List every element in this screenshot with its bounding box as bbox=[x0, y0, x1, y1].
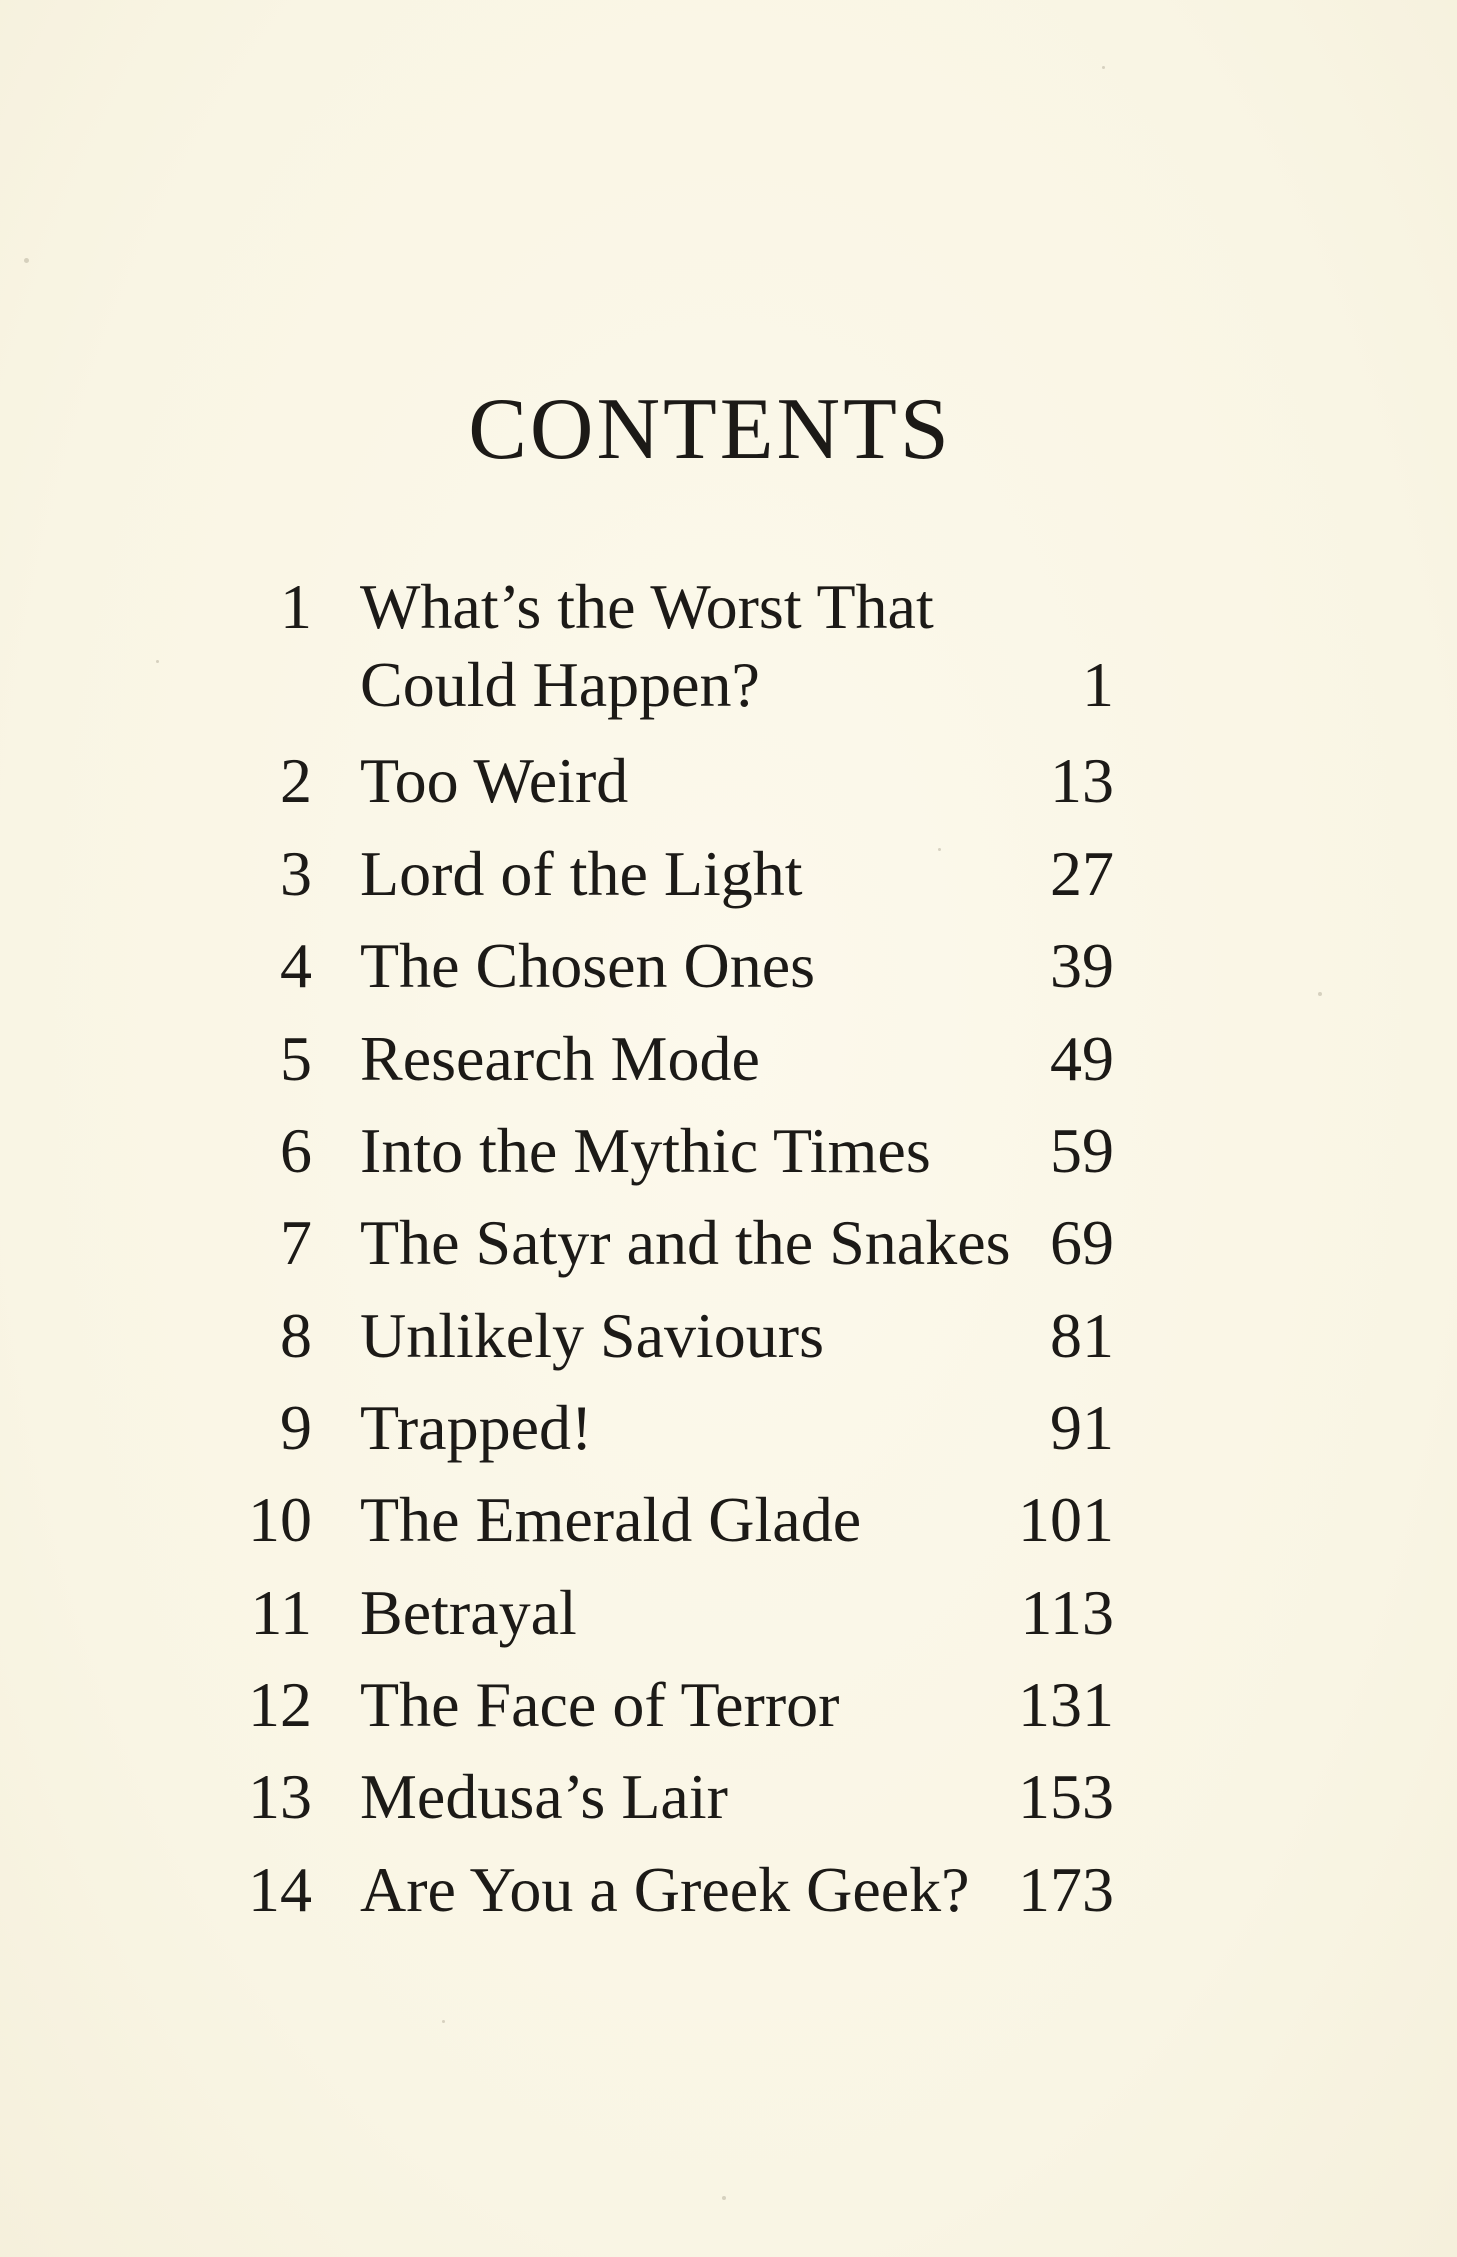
chapter-title: Lord of the Light bbox=[360, 838, 803, 909]
toc-entry bbox=[0, 1567, 1457, 1659]
toc-entry bbox=[0, 1197, 1457, 1289]
toc-entry bbox=[0, 828, 1457, 920]
page-number: 39 bbox=[1050, 930, 1114, 1001]
page-number: 173 bbox=[1018, 1854, 1114, 1925]
toc-entry bbox=[0, 735, 1457, 827]
paper-speck bbox=[156, 660, 159, 663]
paper-speck bbox=[1318, 992, 1322, 996]
chapter-title: Into the Mythic Times bbox=[360, 1115, 931, 1186]
chapter-title: Are You a Greek Geek? bbox=[360, 1854, 970, 1925]
paper-speck bbox=[722, 2196, 726, 2200]
chapter-number: 14 bbox=[248, 1854, 312, 1925]
chapter-title: Trapped! bbox=[360, 1392, 593, 1463]
chapter-number: 7 bbox=[280, 1207, 312, 1278]
chapter-title: Betrayal bbox=[360, 1577, 577, 1648]
page-number: 1 bbox=[1082, 649, 1114, 720]
toc-entry bbox=[0, 1290, 1457, 1382]
chapter-title: Medusa’s Lair bbox=[360, 1761, 728, 1832]
chapter-number: 3 bbox=[280, 838, 312, 909]
page-number: 59 bbox=[1050, 1115, 1114, 1186]
toc-entry bbox=[0, 1751, 1457, 1843]
chapter-number: 11 bbox=[250, 1577, 312, 1648]
page-number: 101 bbox=[1018, 1484, 1114, 1555]
chapter-title-line-1: What’s the Worst That bbox=[360, 571, 934, 642]
toc-entry bbox=[0, 1105, 1457, 1197]
chapter-title: Research Mode bbox=[360, 1023, 760, 1094]
chapter-title: Unlikely Saviours bbox=[360, 1300, 824, 1371]
toc-entry bbox=[0, 568, 1457, 752]
page-number: 49 bbox=[1050, 1023, 1114, 1094]
page-number: 81 bbox=[1050, 1300, 1114, 1371]
toc-entry bbox=[0, 1474, 1457, 1566]
chapter-title-line-2: Could Happen? bbox=[360, 649, 760, 720]
page-number: 131 bbox=[1018, 1669, 1114, 1740]
chapter-number: 13 bbox=[248, 1761, 312, 1832]
toc-entry bbox=[0, 920, 1457, 1012]
paper-speck bbox=[1102, 66, 1105, 69]
toc-entry bbox=[0, 1013, 1457, 1105]
paper-speck bbox=[24, 258, 29, 263]
chapter-number: 4 bbox=[280, 930, 312, 1001]
chapter-number: 1 bbox=[280, 571, 312, 642]
chapter-title: The Chosen Ones bbox=[360, 930, 816, 1001]
chapter-number: 5 bbox=[280, 1023, 312, 1094]
chapter-title: The Satyr and the Snakes bbox=[360, 1207, 1011, 1278]
chapter-title: Too Weird bbox=[360, 745, 629, 816]
chapter-number: 10 bbox=[248, 1484, 312, 1555]
page-title: CONTENTS bbox=[468, 381, 952, 478]
chapter-number: 9 bbox=[280, 1392, 312, 1463]
paper-speck bbox=[938, 848, 941, 851]
page-number: 113 bbox=[1020, 1577, 1114, 1648]
chapter-title bbox=[360, 568, 934, 724]
chapter-title: The Emerald Glade bbox=[360, 1484, 862, 1555]
chapter-number: 6 bbox=[280, 1115, 312, 1186]
page-number: 13 bbox=[1050, 745, 1114, 816]
chapter-number: 2 bbox=[280, 745, 312, 816]
page-number: 91 bbox=[1050, 1392, 1114, 1463]
chapter-title: The Face of Terror bbox=[360, 1669, 840, 1740]
page-number: 153 bbox=[1018, 1761, 1114, 1832]
toc-entry bbox=[0, 1844, 1457, 1936]
toc-entry bbox=[0, 1659, 1457, 1751]
page-number: 69 bbox=[1050, 1207, 1114, 1278]
page-number: 27 bbox=[1050, 838, 1114, 909]
paper-speck bbox=[442, 2020, 445, 2023]
toc-entry bbox=[0, 1382, 1457, 1474]
chapter-number: 8 bbox=[280, 1300, 312, 1371]
chapter-number: 12 bbox=[248, 1669, 312, 1740]
